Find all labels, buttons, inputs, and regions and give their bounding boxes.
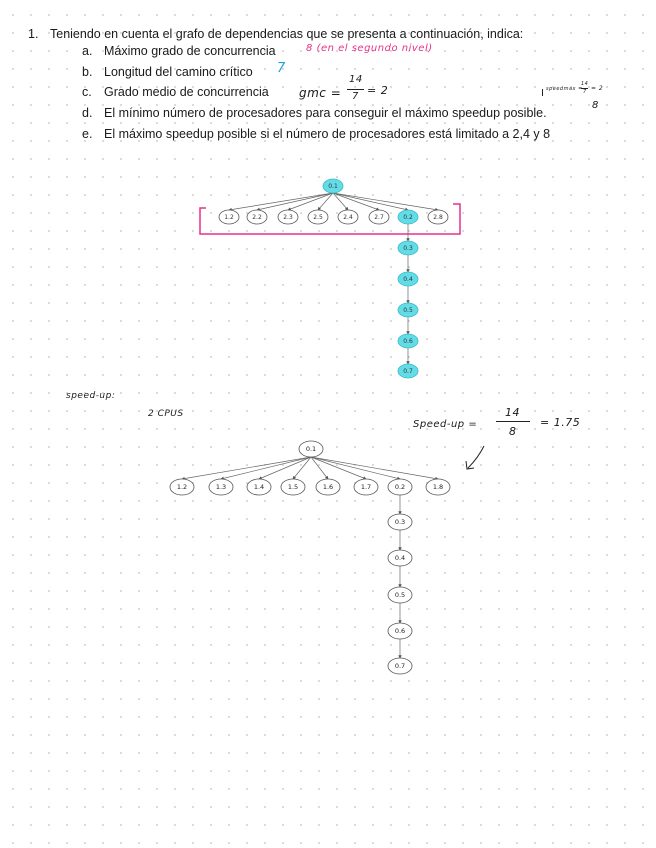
graph2-node-0-7: [388, 658, 412, 674]
graph2-node-1-2: [170, 479, 194, 495]
svg-text:1.6: 1.6: [322, 483, 334, 491]
svg-text:0.4: 0.4: [403, 276, 413, 283]
item-c-letter: c.: [82, 85, 92, 99]
svg-text:0.5: 0.5: [403, 307, 413, 314]
gmc-label: gmc =: [299, 86, 342, 100]
svg-text:2.5: 2.5: [313, 214, 323, 221]
item-b-letter: b.: [82, 65, 93, 79]
graph2-node-1-7: [354, 479, 378, 495]
svg-text:2.3: 2.3: [283, 214, 293, 221]
svg-text:0.1: 0.1: [328, 183, 338, 190]
graph-1: [200, 179, 460, 378]
item-c-text: Grado medio de concurrencia: [104, 85, 269, 99]
graph2-node-1-4: [247, 479, 271, 495]
gmc-result: = 2: [367, 84, 389, 97]
item-b-text: Longitud del camino crítico: [104, 65, 253, 79]
graph1-node-2-8: [428, 210, 448, 224]
svg-text:0.6: 0.6: [394, 627, 406, 635]
graph2-edge-root-0: [182, 457, 311, 479]
graph2-node-0-3: [388, 514, 412, 530]
speedmax-result: = 2: [591, 85, 604, 92]
svg-text:0.7: 0.7: [394, 662, 406, 670]
question-text: Teniendo en cuenta el grafo de dependencias que se presenta a continuación, indica:: [50, 27, 524, 41]
gmc-denominator: 7: [352, 91, 359, 102]
item-b-answer: 7: [277, 61, 286, 76]
graph1-node-0-7: [398, 364, 418, 378]
graph1-node-1-2: [219, 210, 239, 224]
svg-text:1.3: 1.3: [215, 483, 227, 491]
question-number: 1.: [28, 27, 39, 41]
graph2-edge-root-6: [311, 457, 400, 479]
svg-text:0.1: 0.1: [305, 445, 317, 453]
svg-text:0.2: 0.2: [394, 483, 406, 491]
graph2-node-root: [299, 441, 323, 457]
svg-text:0.5: 0.5: [394, 591, 406, 599]
graph2-node-0-5: [388, 587, 412, 603]
svg-text:2.2: 2.2: [252, 214, 262, 221]
svg-text:1.5: 1.5: [287, 483, 299, 491]
item-a-answer: 8 (en el segundo nivel): [306, 43, 433, 54]
item-a-letter: a.: [82, 44, 93, 58]
svg-text:0.6: 0.6: [403, 338, 413, 345]
graph2-node-0-2: [388, 479, 412, 495]
speedup-heading: speed-up:: [66, 391, 116, 401]
graph1-edge-root-6: [333, 193, 408, 210]
cpus-label: 2 CPUS: [148, 409, 184, 419]
graph1-node-2-7: [369, 210, 389, 224]
item-d-answer: 8: [592, 100, 599, 111]
speedmax-numerator: 14: [581, 81, 589, 87]
speedmax-denominator: 7: [583, 89, 587, 95]
speedmax-label: speedmax =: [546, 86, 583, 92]
svg-text:1.2: 1.2: [176, 483, 188, 491]
graph2-edge-root-7: [311, 457, 438, 479]
svg-text:1.4: 1.4: [253, 483, 265, 491]
graph1-node-0-2: [398, 210, 418, 224]
svg-text:1.2: 1.2: [224, 214, 234, 221]
graph-2: [170, 441, 450, 674]
svg-text:1.7: 1.7: [360, 483, 372, 491]
graph1-node-2-3: [278, 210, 298, 224]
svg-text:2.8: 2.8: [433, 214, 443, 221]
graph1-node-0-3: [398, 241, 418, 255]
graph2-edge-root-3: [293, 457, 311, 479]
item-e-letter: e.: [82, 127, 93, 141]
graph1-edge-root-7: [333, 193, 438, 210]
item-d-text: El mínimo número de procesadores para conseguir el máximo speedup posible.: [104, 106, 547, 120]
svg-text:0.4: 0.4: [394, 554, 406, 562]
graph1-node-2-4: [338, 210, 358, 224]
svg-text:0.3: 0.3: [403, 245, 413, 252]
speedup-result: = 1.75: [540, 416, 581, 429]
speedup-formula-label: Speed-up =: [413, 419, 478, 430]
graph1-node-0-5: [398, 303, 418, 317]
graph1-node-2-5: [308, 210, 328, 224]
svg-text:1.8: 1.8: [432, 483, 444, 491]
graph2-node-1-3: [209, 479, 233, 495]
graph2-node-1-8: [426, 479, 450, 495]
graph1-node-0-4: [398, 272, 418, 286]
speedup-denominator: 8: [509, 425, 517, 438]
svg-text:0.2: 0.2: [403, 214, 413, 221]
svg-text:2.7: 2.7: [374, 214, 384, 221]
graph2-node-0-6: [388, 623, 412, 639]
speedup-numerator: 14: [505, 406, 520, 419]
graph2-node-1-6: [316, 479, 340, 495]
annotation-arrow: [468, 446, 484, 468]
graph1-edge-root-5: [333, 193, 379, 210]
graph1-node-0-6: [398, 334, 418, 348]
graph2-node-1-5: [281, 479, 305, 495]
item-a-text: Máximo grado de concurrencia: [104, 44, 276, 58]
svg-text:0.3: 0.3: [394, 518, 406, 526]
svg-text:2.4: 2.4: [343, 214, 353, 221]
graph1-node-root: [323, 179, 343, 193]
gmc-numerator: 14: [349, 74, 363, 85]
graph1-node-2-2: [247, 210, 267, 224]
svg-text:0.7: 0.7: [403, 368, 413, 375]
item-d-letter: d.: [82, 106, 93, 120]
graph2-node-0-4: [388, 550, 412, 566]
graph1-edge-root-0: [229, 193, 333, 210]
item-e-text: El máximo speedup posible si el número de procesadores está limitado a 2,4 y 8: [104, 127, 551, 141]
